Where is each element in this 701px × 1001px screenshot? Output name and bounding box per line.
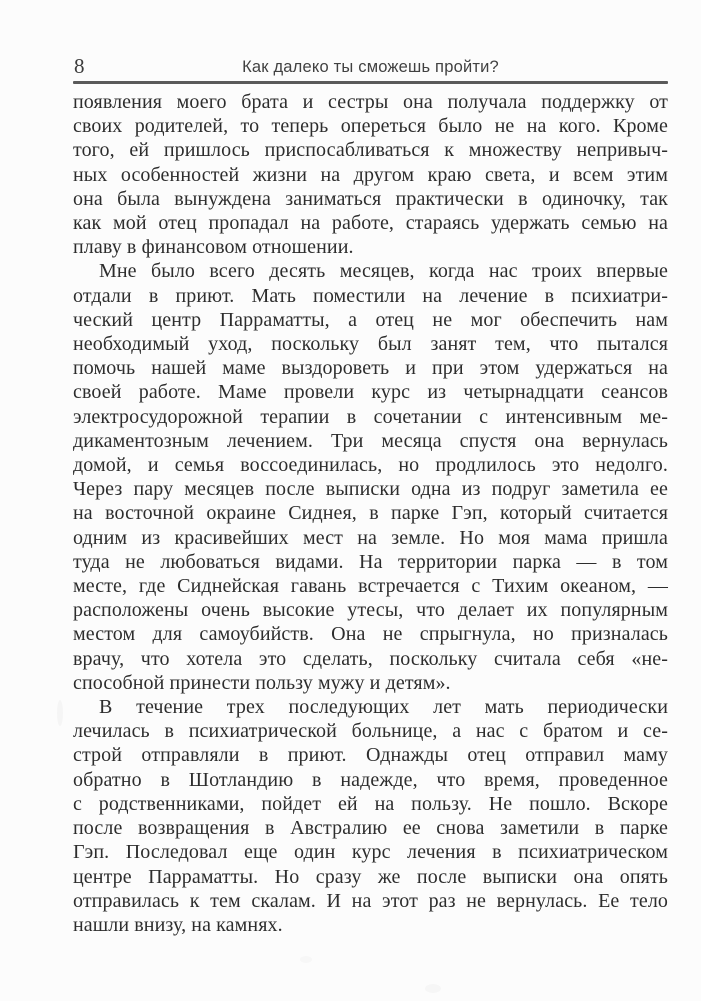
text-line: ных особенностей жизни на другом краю света, и всем этим <box>73 163 668 186</box>
text-line: домой, и семья воссоединилась, но продлилось это недолго. <box>73 454 668 477</box>
text-line: отдали в приют. Мать поместили на лечение в психиатри- <box>73 284 668 307</box>
text-line: появления моего брата и сестры она получала поддержку от <box>73 91 668 113</box>
text-line: электросудорожной терапии в сочетании с интенсивным ме- <box>73 405 668 428</box>
text-line: ческий центр Парраматты, а отец не мог обеспечить нам <box>73 308 668 331</box>
text-line: местом для самоубийств. Она не спрыгнула, но призналась <box>73 623 668 646</box>
text-line: плаву в финансовом отношении. <box>73 236 354 259</box>
scan-artifact <box>425 984 441 993</box>
text-line: туда не любоваться видами. На территории парка — в том <box>73 550 668 573</box>
text-line: на восточной окраине Сиднея, в парке Гэп, который считается <box>73 502 668 525</box>
text-line: центре Парраматты. Но сразу же после выписки она опять <box>73 865 668 888</box>
text-line: нашли внизу, на камнях. <box>73 913 283 936</box>
text-line: строй отправляли в приют. Однажды отец отправил маму <box>73 744 668 767</box>
page-header <box>73 52 668 78</box>
text-line: лечилась в психиатрической больнице, а нас с братом и се- <box>73 720 668 743</box>
text-line: Мне было всего десять месяцев, когда нас троих впервые <box>99 260 668 283</box>
text-line: месте, где Сиднейская гавань встречается с Тихим океаном, — <box>73 575 668 598</box>
header-rule <box>73 81 668 84</box>
text-line: одним из красивейших мест на земле. Но моя мама пришла <box>73 526 668 549</box>
text-line: своей работе. Маме провели курс из четырнадцати сеансов <box>73 381 668 404</box>
text-line: после возвращения в Австралию ее снова заметили в парке <box>73 817 668 840</box>
text-line: с родственниками, пойдет ей на пользу. Не пошло. Вскоре <box>73 792 668 815</box>
text-line: обратно в Шотландию в надежде, что время, проведенное <box>73 768 668 791</box>
text-line: необходимый уход, поскольку был занят тем, что пытался <box>73 333 668 356</box>
text-line: своих родителей, то теперь опереться было не на кого. Кроме <box>73 115 668 138</box>
text-line: Гэп. Последовал еще один курс лечения в психиатрическом <box>73 841 668 864</box>
scan-artifact <box>300 956 312 963</box>
text-line: отправилась к тем скалам. И на этот раз не вернулась. Ее тело <box>73 889 668 912</box>
body-text <box>73 90 668 937</box>
text-line: она была вынуждена заниматься практически в одиночку, так <box>73 187 668 210</box>
page-number: 8 <box>74 54 85 78</box>
text-line: расположены очень высокие утесы, что делает их популярным <box>73 599 668 622</box>
text-line: как мой отец пропадал на работе, стараясь удержать семью на <box>73 212 668 235</box>
paragraph-3 <box>73 695 668 937</box>
paragraph-2 <box>73 259 668 695</box>
running-title: Как далеко ты сможешь пройти? <box>242 58 499 76</box>
text-line: того, ей пришлось приспосабливаться к множеству непривыч- <box>73 139 668 162</box>
text-line: способной принести пользу мужу и детям». <box>73 671 451 694</box>
scan-artifact <box>57 700 63 726</box>
text-line: врачу, что хотела это сделать, поскольку считала себя «не- <box>73 647 668 670</box>
text-line: дикаментозным лечением. Три месяца спустя она вернулась <box>73 429 668 452</box>
text-line: помочь нашей маме выздороветь и при этом удержаться на <box>73 357 668 380</box>
text-line: Через пару месяцев после выписки одна из подруг заметила ее <box>73 478 668 501</box>
paragraph-1 <box>73 90 668 259</box>
text-line: В течение трех последующих лет мать периодически <box>99 696 668 719</box>
